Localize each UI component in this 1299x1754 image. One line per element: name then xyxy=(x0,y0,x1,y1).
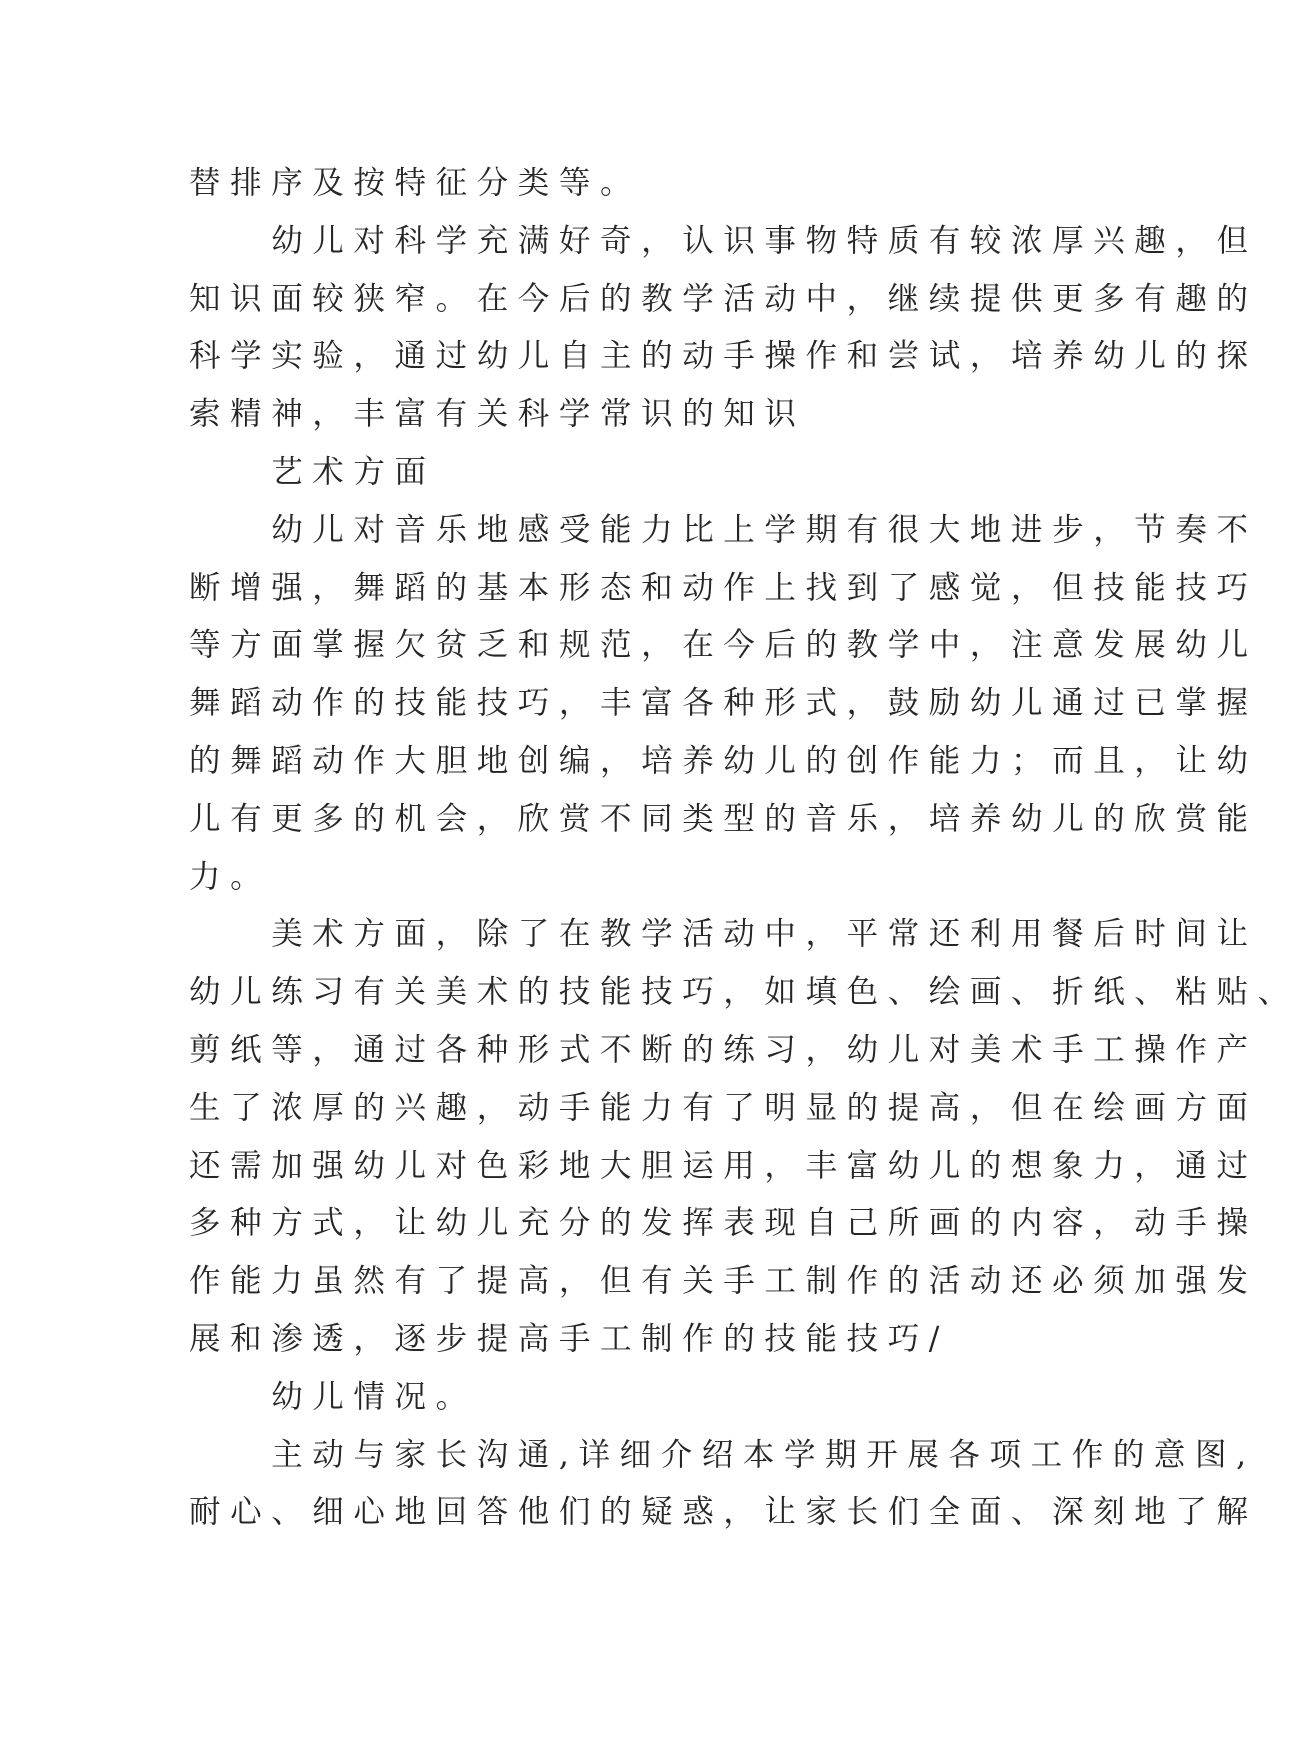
text-line: 作能力虽然有了提高，但有关手工制作的活动还必须加强发 xyxy=(189,1263,1258,1300)
text-line: 力。 xyxy=(189,858,272,895)
text-line: 舞蹈动作的技能技巧，丰富各种形式，鼓励幼儿通过已掌握 xyxy=(189,685,1258,722)
text-line: 幼儿对音乐地感受能力比上学期有很大地进步，节奏不 xyxy=(189,511,1258,548)
text-line: 幼儿对科学充满好奇，认识事物特质有较浓厚兴趣，但 xyxy=(189,222,1258,259)
text-line: 多种方式，让幼儿充分的发挥表现自己所画的内容，动手操 xyxy=(189,1205,1258,1242)
text-line: 剪纸等，通过各种形式不断的练习，幼儿对美术手工操作产 xyxy=(189,1031,1258,1068)
section-heading: 幼儿情况。 xyxy=(189,1378,477,1415)
text-line: 美术方面，除了在教学活动中，平常还利用餐后时间让 xyxy=(189,916,1258,953)
text-line: 还需加强幼儿对色彩地大胆运用，丰富幼儿的想象力，通过 xyxy=(189,1147,1258,1184)
text-line: 的舞蹈动作大胆地创编，培养幼儿的创作能力；而且，让幼 xyxy=(189,742,1258,779)
text-line: 等方面掌握欠贫乏和规范，在今后的教学中，注意发展幼儿 xyxy=(189,627,1258,664)
text-line: 科学实验，通过幼儿自主的动手操作和尝试，培养幼儿的探 xyxy=(189,338,1258,375)
text-line: 知识面较狭窄。在今后的教学活动中，继续提供更多有趣的 xyxy=(189,280,1258,317)
text-line: 主动与家长沟通,详细介绍本学期开展各项工作的意图, xyxy=(189,1436,1256,1473)
section-heading: 艺术方面 xyxy=(189,453,436,490)
text-line: 幼儿练习有关美术的技能技巧，如填色、绘画、折纸、粘贴、 xyxy=(189,974,1299,1011)
text-line: 展和渗透，逐步提高手工制作的技能技巧/ xyxy=(189,1320,950,1357)
text-line: 替排序及按特征分类等。 xyxy=(189,165,642,201)
document-body xyxy=(189,155,1299,1542)
text-line: 儿有更多的机会，欣赏不同类型的音乐，培养幼儿的欣赏能 xyxy=(189,800,1258,837)
text-line: 索精神，丰富有关科学常识的知识 xyxy=(189,396,806,433)
text-line: 耐心、细心地回答他们的疑惑，让家长们全面、深刻地了解 xyxy=(189,1494,1258,1531)
text-line: 断增强，舞蹈的基本形态和动作上找到了感觉，但技能技巧 xyxy=(189,569,1258,606)
text-line: 生了浓厚的兴趣，动手能力有了明显的提高，但在绘画方面 xyxy=(189,1089,1258,1126)
